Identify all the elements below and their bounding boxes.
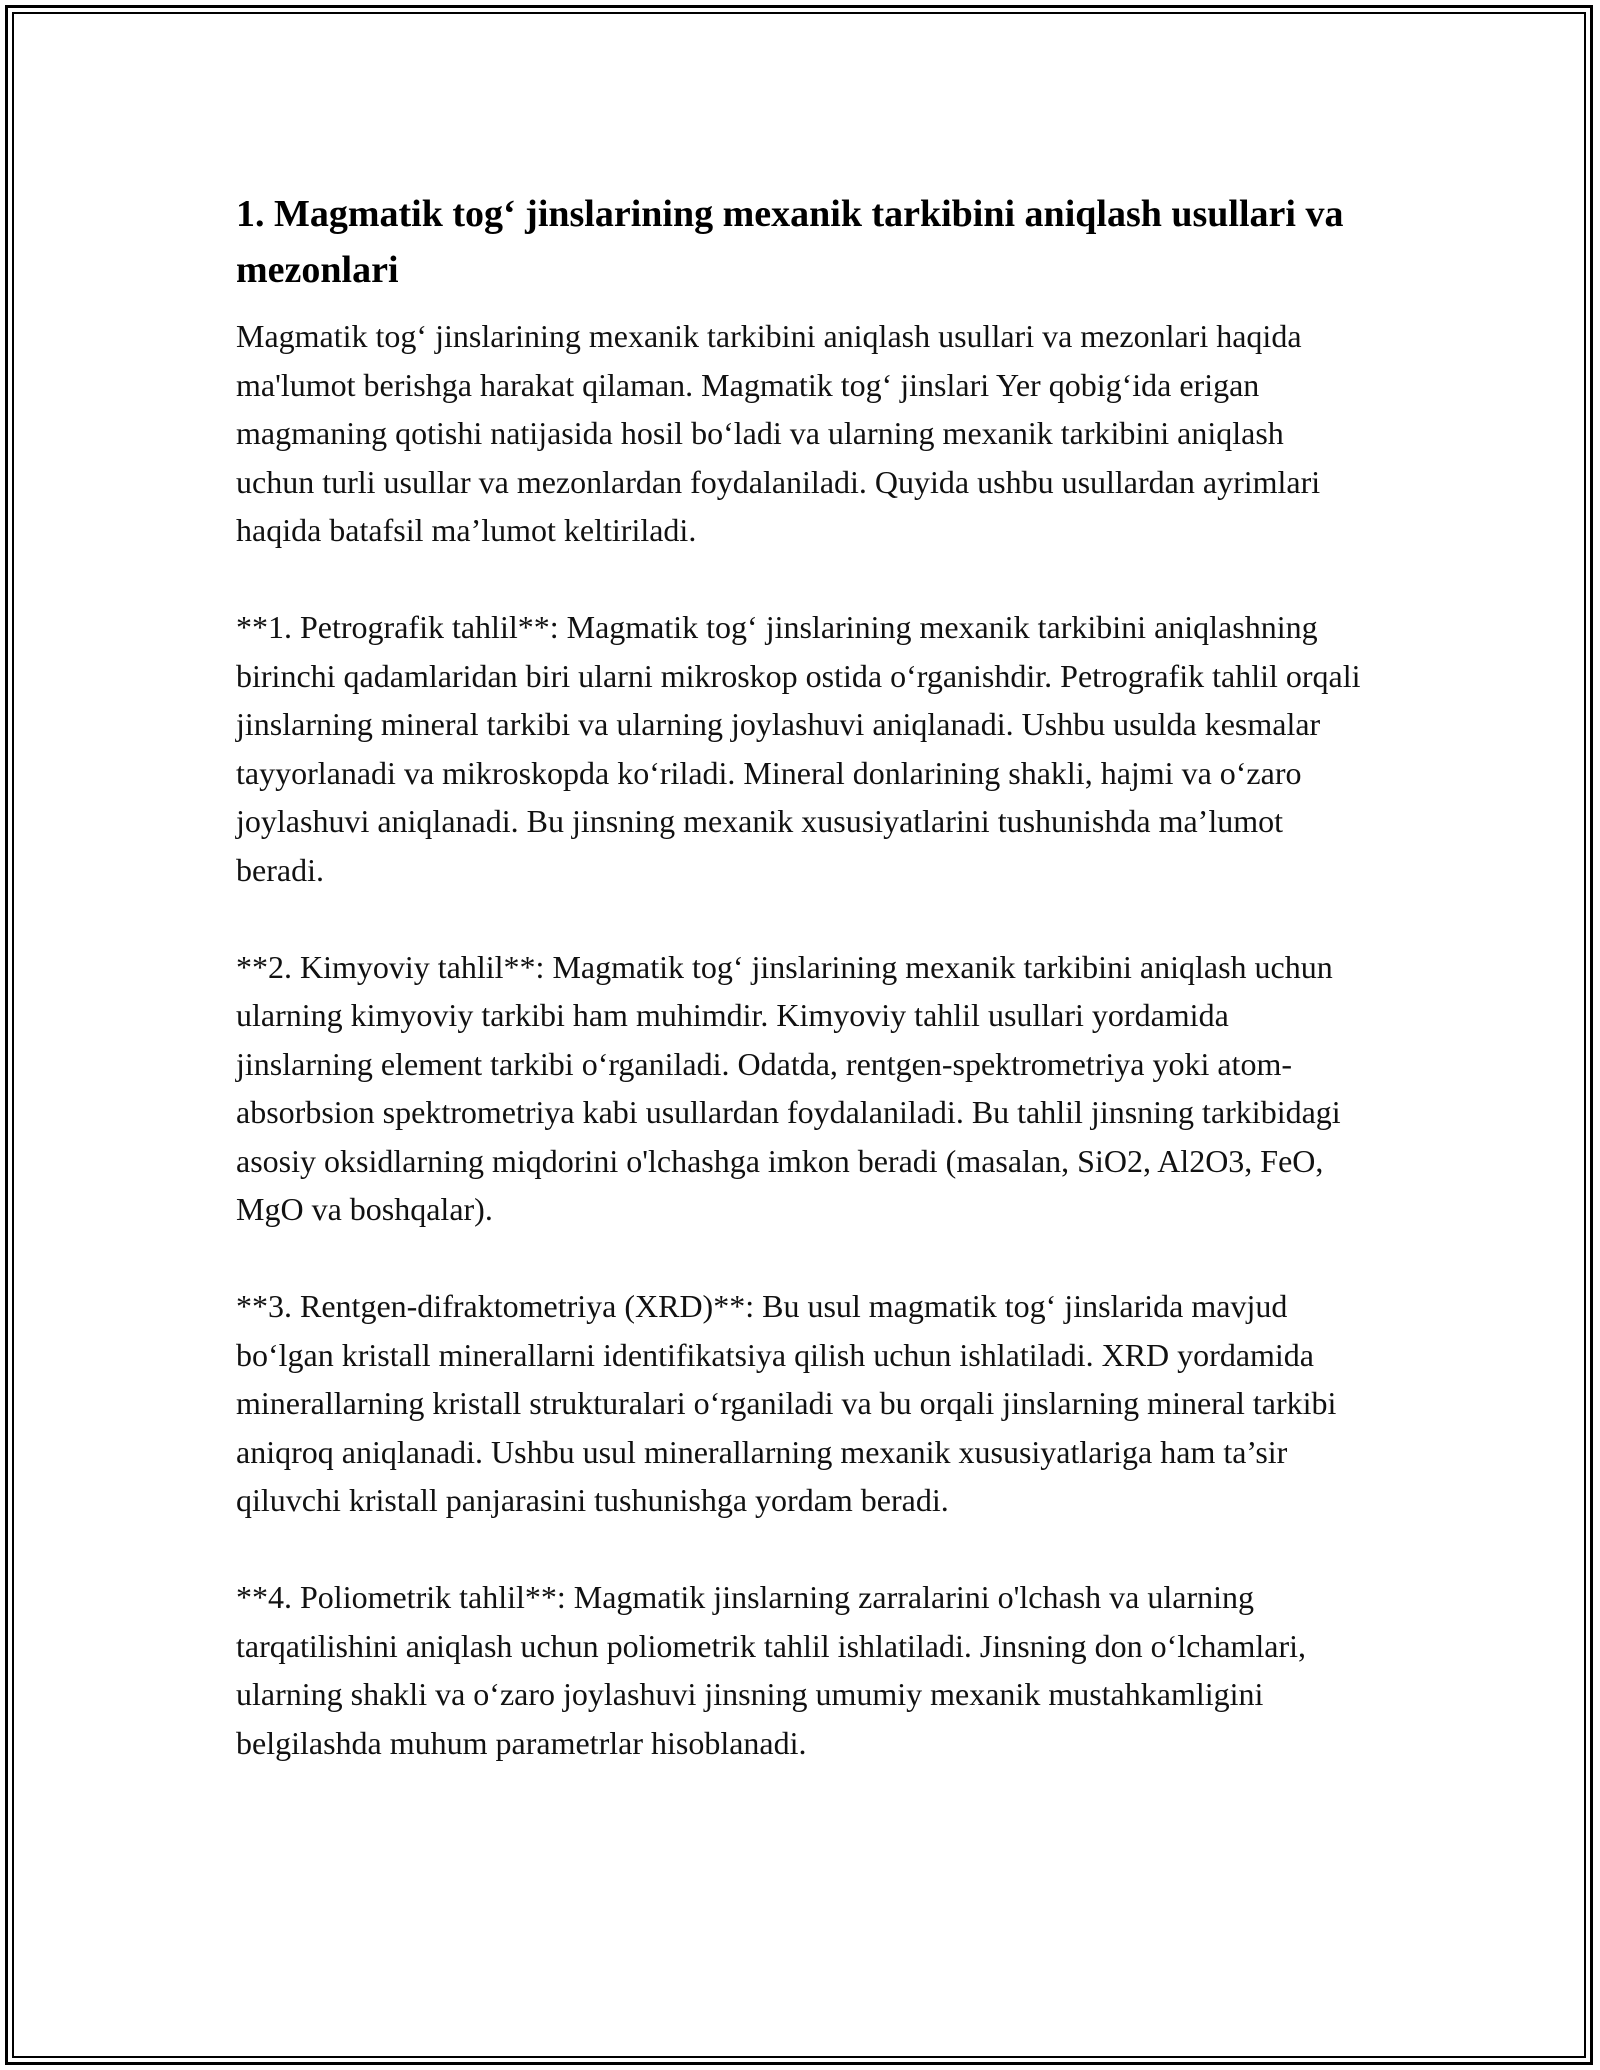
document-body: [236, 186, 1364, 1767]
petrografik-tahlil-paragraph: **1. Petrografik tahlil**: Magmatik tog‘ jinslarining mexanik tarkibini aniqlashning birinchi qadamlaridan biri ularni mikroskop ostida o‘rganishdir. Petrografik tahlil orqali jinslarning mineral tarkibi va ularning joylashuvi aniqlanadi. Ushbu usulda kesmalar tayyorlanadi va mikroskopda ko‘riladi. Mineral donlarining shakli, hajmi va o‘zaro joylashuvi aniqlanadi. Bu jinsning mexanik xususiyatlarini tushunishda ma’lumot beradi.: [236, 609, 1361, 888]
xrd-paragraph: **3. Rentgen-difraktometriya (XRD)**: Bu usul magmatik tog‘ jinslarida mavjud bo‘lgan kristall minerallarni identifikatsiya qilish uchun ishlatiladi. XRD yordamida minerallarning kristall strukturalari o‘rganiladi va bu orqali jinslarning mineral tarkibi aniqroq aniqlanadi. Ushbu usul minerallarning mexanik xususiyatlariga ham ta’sir qiluvchi kristall panjarasini tushunishga yordam beradi.: [236, 1288, 1337, 1518]
section-heading: 1. Magmatik tog‘ jinslarining mexanik tarkibini aniqlash usullari va mezonlari: [236, 193, 1344, 291]
intro-paragraph: Magmatik tog‘ jinslarining mexanik tarkibini aniqlash usullari va mezonlari haqida ma'lumot berishga harakat qilaman. Magmatik tog‘ jinslari Yer qobig‘ida erigan magmaning qotishi natijasida hosil bo‘ladi va ularning mexanik tarkibini aniqlash uchun turli usullar va mezonlardan foydalaniladi. Quyida ushbu usullardan ayrimlari haqida batafsil ma’lumot keltiriladi.: [236, 318, 1321, 548]
kimyoviy-tahlil-paragraph: **2. Kimyoviy tahlil**: Magmatik tog‘ jinslarining mexanik tarkibini aniqlash uchun ularning kimyoviy tarkibi ham muhimdir. Kimyoviy tahlil usullari yordamida jinslarning element tarkibi o‘rganiladi. Odatda, rentgen-spektrometriya yoki atom-absorbsion spektrometriya kabi usullardan foydalaniladi. Bu tahlil jinsning tarkibidagi asosiy oksidlarning miqdorini o'lchashga imkon beradi (masalan, SiO2, Al2O3, FeO, MgO va boshqalar).: [236, 948, 1341, 1227]
poliometrik-tahlil-paragraph: **4. Poliometrik tahlil**: Magmatik jinslarning zarralarini o'lchash va ularning tarqatilishini aniqlash uchun poliometrik tahlil ishlatiladi. Jinsning don o‘lchamlari, ularning shakli va o‘zaro joylashuvi jinsning umumiy mexanik mustahkamligini belgilashda muhum parametrlar hisoblanadi.: [236, 1579, 1307, 1761]
